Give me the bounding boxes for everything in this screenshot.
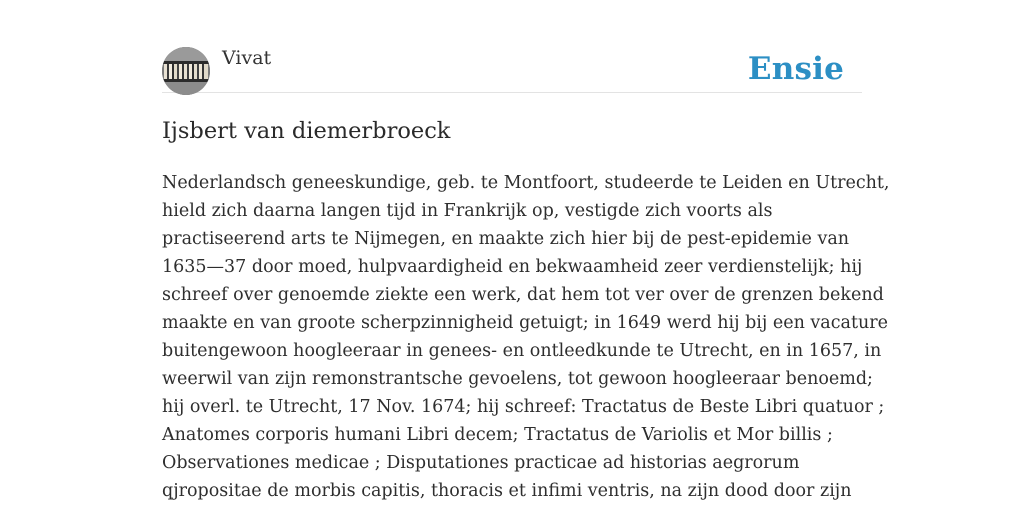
page-container <box>162 0 890 501</box>
article-line: Nederlandsch geneeskundige, geb. te Montfoort, studeerde te Leiden en Utrecht, <box>162 173 890 193</box>
article-line: buitengewoon hoogleeraar in genees- en ontleedkunde te Utrecht, en in 1657, in <box>162 341 882 361</box>
article-title: Ijsbert van diemerbroeck <box>162 118 451 144</box>
avatar[interactable] <box>162 47 210 95</box>
bookshelf-avatar-icon <box>162 47 210 95</box>
article-line: weerwil van zijn remonstrantsche gevoelens, tot gewoon hoogleeraar benoemd; <box>162 369 873 389</box>
article-body <box>162 169 890 505</box>
article-line: hij overl. te Utrecht, 17 Nov. 1674; hij schreef: Tractatus de Beste Libri quatuor ; <box>162 397 885 417</box>
article-line: Observationes medicae ; Disputationes practicae ad historias aegrorum <box>162 453 800 473</box>
article-line: 1635—37 door moed, hulpvaardigheid en bekwaamheid zeer verdienstelijk; hij <box>162 257 863 277</box>
header <box>162 0 862 93</box>
article-line: practiseerend arts te Nijmegen, en maakte zich hier bij de pest-epidemie van <box>162 229 850 249</box>
article-line: hield zich daarna langen tijd in Frankrijk op, vestigde zich voorts als <box>162 201 773 221</box>
brand-logo[interactable]: Ensie <box>747 51 844 87</box>
author-name[interactable]: Vivat <box>222 47 272 69</box>
article-line: maakte en van groote scherpzinnigheid getuigt; in 1649 werd hij bij een vacature <box>162 313 888 333</box>
article-line: schreef over genoemde ziekte een werk, dat hem tot ver over de grenzen bekend <box>162 285 884 305</box>
article-line: Anatomes corporis humani Libri decem; Tractatus de Variolis et Mor billis ; <box>162 425 833 445</box>
article-line: qjropositae de morbis capitis, thoracis et infimi ventris, na zijn dood door zijn <box>162 481 852 501</box>
